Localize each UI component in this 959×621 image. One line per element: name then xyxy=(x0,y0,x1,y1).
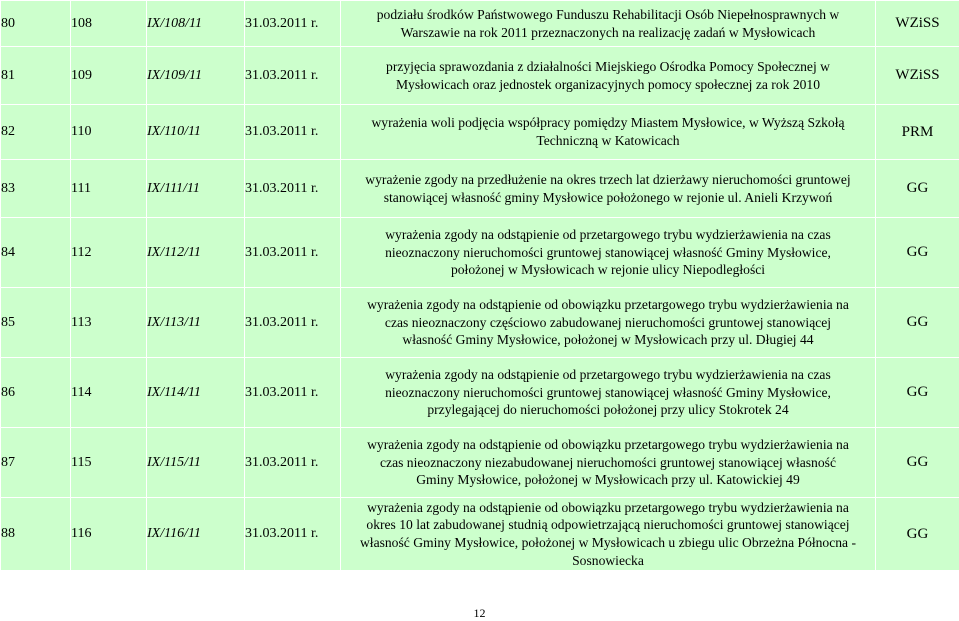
subject-line: Gminy Mysłowice, położonej w Mysłowicach przy ul. Katowickiej 49 xyxy=(341,471,875,489)
resolution-id: 111 xyxy=(71,160,147,218)
row-number: 82 xyxy=(1,105,71,160)
resolution-id: 113 xyxy=(71,288,147,358)
resolution-subject xyxy=(341,218,876,288)
row-number: 84 xyxy=(1,218,71,288)
resolution-signature: IX/108/11 xyxy=(147,1,245,47)
responsible-department: GG xyxy=(876,428,959,498)
row-number: 85 xyxy=(1,288,71,358)
resolution-id: 116 xyxy=(71,498,147,571)
subject-line: Techniczną w Katowicach xyxy=(341,132,875,150)
row-number: 86 xyxy=(1,358,71,428)
row-number: 88 xyxy=(1,498,71,571)
resolution-subject xyxy=(341,358,876,428)
resolution-date: 31.03.2011 r. xyxy=(245,218,341,288)
resolution-date: 31.03.2011 r. xyxy=(245,1,341,47)
subject-line: własność Gminy Mysłowice, położonej w Mysłowicach u zbiegu ulic Obrzeżna Północna - xyxy=(341,534,875,552)
resolution-subject xyxy=(341,428,876,498)
resolution-subject xyxy=(341,498,876,571)
resolution-date: 31.03.2011 r. xyxy=(245,428,341,498)
resolution-id: 115 xyxy=(71,428,147,498)
resolution-date: 31.03.2011 r. xyxy=(245,105,341,160)
subject-line: wyrażenia zgody na odstąpienie od obowiązku przetargowego trybu wydzierżawienia na xyxy=(341,296,875,314)
resolution-signature: IX/110/11 xyxy=(147,105,245,160)
subject-line: nieoznaczony nieruchomości gruntowej stanowiącej własność Gminy Mysłowice, xyxy=(341,384,875,402)
subject-line: okres 10 lat zabudowanej studnią odpowietrzającą nieruchomości gruntowej stanowiącej xyxy=(341,516,875,534)
table-row xyxy=(1,47,959,105)
subject-line: nieoznaczony nieruchomości gruntowej stanowiącej własność Gminy Mysłowice, xyxy=(341,244,875,262)
responsible-department: GG xyxy=(876,160,959,218)
responsible-department: GG xyxy=(876,358,959,428)
resolution-signature: IX/114/11 xyxy=(147,358,245,428)
subject-line: czas nieoznaczony niezabudowanej nieruchomości gruntowej stanowiącej własność xyxy=(341,454,875,472)
resolution-date: 31.03.2011 r. xyxy=(245,358,341,428)
row-number: 83 xyxy=(1,160,71,218)
table-row xyxy=(1,1,959,47)
resolution-subject xyxy=(341,160,876,218)
resolution-date: 31.03.2011 r. xyxy=(245,498,341,571)
subject-line: wyrażenie zgody na przedłużenie na okres trzech lat dzierżawy nieruchomości gruntowej xyxy=(341,171,875,189)
resolution-subject xyxy=(341,47,876,105)
subject-line: wyrażenia zgody na odstąpienie od przetargowego trybu wydzierżawienia na czas xyxy=(341,366,875,384)
subject-line: Sosnowiecka xyxy=(341,552,875,570)
resolution-signature: IX/112/11 xyxy=(147,218,245,288)
responsible-department: WZiSS xyxy=(876,47,959,105)
resolution-signature: IX/116/11 xyxy=(147,498,245,571)
subject-line: czas nieoznaczony częściowo zabudowanej nieruchomości gruntowej stanowiącej xyxy=(341,314,875,332)
subject-line: wyrażenia zgody na odstąpienie od obowiązku przetargowego trybu wydzierżawienia na xyxy=(341,436,875,454)
table-row xyxy=(1,358,959,428)
subject-line: wyrażenia zgody na odstąpienie od przetargowego trybu wydzierżawienia na czas xyxy=(341,226,875,244)
resolution-date: 31.03.2011 r. xyxy=(245,47,341,105)
table-row xyxy=(1,288,959,358)
subject-line: podziału środków Państwowego Funduszu Rehabilitacji Osób Niepełnosprawnych w xyxy=(341,6,875,24)
resolution-signature: IX/109/11 xyxy=(147,47,245,105)
resolution-subject xyxy=(341,105,876,160)
subject-line: wyrażenia zgody na odstąpienie od obowiązku przetargowego trybu wydzierżawienia na xyxy=(341,499,875,517)
table-row xyxy=(1,428,959,498)
subject-line: Mysłowicach oraz jednostek organizacyjnych pomocy społecznej za rok 2010 xyxy=(341,76,875,94)
table-row xyxy=(1,160,959,218)
subject-line: własność Gminy Mysłowice, położonej w Mysłowicach przy ul. Długiej 44 xyxy=(341,331,875,349)
table-row xyxy=(1,498,959,571)
resolution-subject xyxy=(341,1,876,47)
resolution-id: 114 xyxy=(71,358,147,428)
resolution-id: 108 xyxy=(71,1,147,47)
subject-line: stanowiącej własność gminy Mysłowice położonego w rejonie ul. Anieli Krzywoń xyxy=(341,189,875,207)
subject-line: przyjęcia sprawozdania z działalności Miejskiego Ośrodka Pomocy Społecznej w xyxy=(341,58,875,76)
table-row xyxy=(1,105,959,160)
row-number: 87 xyxy=(1,428,71,498)
resolution-id: 110 xyxy=(71,105,147,160)
responsible-department: GG xyxy=(876,498,959,571)
subject-line: wyrażenia woli podjęcia współpracy pomiędzy Miastem Mysłowice, w Wyższą Szkołą xyxy=(341,114,875,132)
resolution-signature: IX/115/11 xyxy=(147,428,245,498)
row-number: 81 xyxy=(1,47,71,105)
responsible-department: PRM xyxy=(876,105,959,160)
responsible-department: GG xyxy=(876,288,959,358)
responsible-department: GG xyxy=(876,218,959,288)
resolution-signature: IX/113/11 xyxy=(147,288,245,358)
resolution-id: 112 xyxy=(71,218,147,288)
resolution-subject xyxy=(341,288,876,358)
resolution-id: 109 xyxy=(71,47,147,105)
subject-line: Warszawie na rok 2011 przeznaczonych na realizację zadań w Mysłowicach xyxy=(341,24,875,42)
resolutions-table-body xyxy=(1,1,959,571)
subject-line: przylegającej do nieruchomości położonej przy ulicy Stokrotek 24 xyxy=(341,401,875,419)
row-number: 80 xyxy=(1,1,71,47)
resolution-signature: IX/111/11 xyxy=(147,160,245,218)
resolution-date: 31.03.2011 r. xyxy=(245,288,341,358)
table-row xyxy=(1,218,959,288)
page-number: 12 xyxy=(0,606,959,621)
subject-line: położonej w Mysłowicach w rejonie ulicy Niepodległości xyxy=(341,261,875,279)
responsible-department: WZiSS xyxy=(876,1,959,47)
resolution-date: 31.03.2011 r. xyxy=(245,160,341,218)
